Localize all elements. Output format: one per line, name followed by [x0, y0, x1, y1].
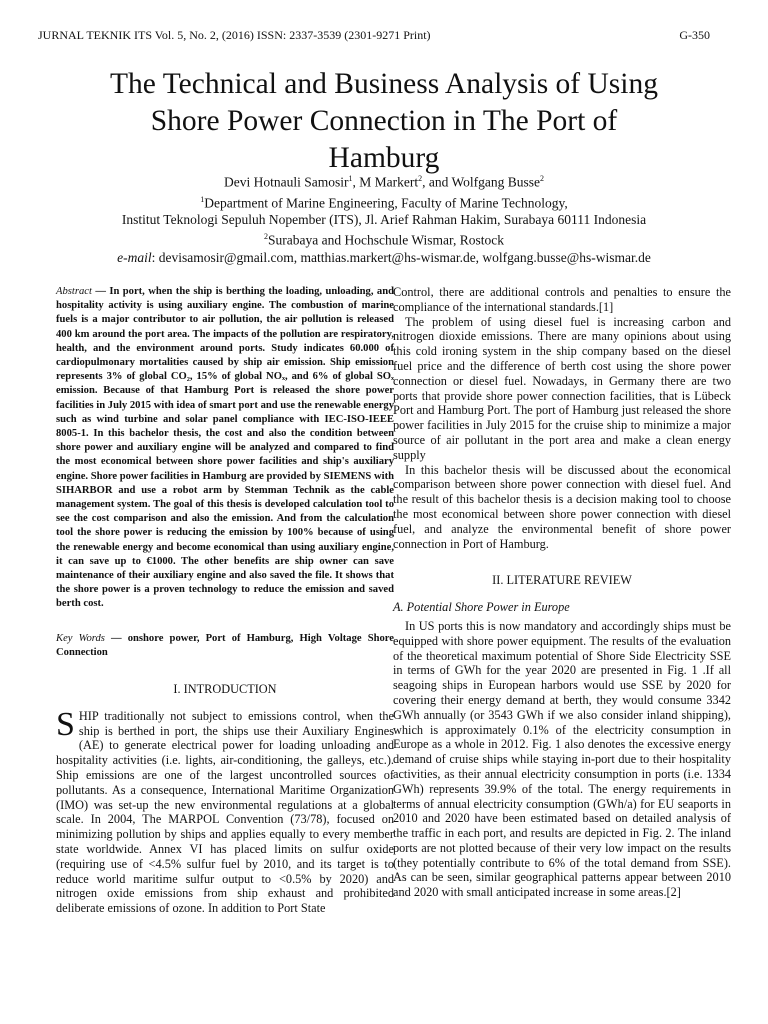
- body-paragraph: In US ports this is now mandatory and accordingly ships must be equipped with shore power equipment. The results of the evaluation of the theoretical maximum potential of Shore Side Electricity SSE in terms of GWh for the year 2020 are presented in Fig. 1 .If all seagoing ships in European harbors would use SSE by 2020 for covering their energy demand at berth, they would consume 3342 GWh annually (or 3543 GWh if we also consider inland shipping), which is approximately 0.1% of the electricity consumption in Europe as a whole in 2012. Fig. 1 also denotes the excessive energy demand of cruise ships while staying in-port due to their hospitality activities, as their annual electricity consumption in ports (i.e. 1334 GWh) represents 39.9% of the total. The energy requirements in terms of annual electricity consumption (GWh/a) for EU seaports in 2010 and 2020 have been estimated based on detailed analysis of the traffic in each port, and results are depicted in Fig. 2. The inland ports are not plotted because of their very low impact on the results (they potentially contribute to 6% of the total demand from SSE). As can be seen, similar geographical patterns appear between 2010 and 2020 with small anticipated increase in some areas.[2]: [393, 618, 731, 900]
- section-heading-literature-review: II. LITERATURE REVIEW: [492, 573, 632, 588]
- title-line: Shore Power Connection in The Port of: [150, 105, 618, 137]
- body-paragraph: In this bachelor thesis will be discussed about the economical comparison between shore power connection with diesel fuel. And the result of this bachelor thesis is a decision making tool to choose the most economical between shore power connection with diesel fuel, and analyze the environmental benefit of shore power connection in Port of Hamburg.: [393, 462, 731, 551]
- affiliation-line: [40, 211, 728, 228]
- body-paragraph: The problem of using diesel fuel is increasing carbon and nitrogen dioxide emissions. There are many opinions about using this cold ironing system in the ship company based on the diesel fuel price and the difference of berth cost using the shore power connection or diesel fuel. Nowadays, in Germany there are two ports that provide shore power connection facilities, that is Lübeck Port and Hamburg Port. The port of Hamburg just released the shore power facilities in July 2015 for the cruise ship to minimize a major source of air pollutant in the port area and make a clean energy supply: [393, 314, 731, 462]
- section-heading-introduction: I. INTRODUCTION: [173, 682, 277, 697]
- affiliation-text: Institut Teknologi Sepuluh Nopember (ITS), Jl. Arief Rahman Hakim, Surabaya 60111 Indonesia: [121, 212, 647, 227]
- abstract: [56, 285, 394, 612]
- page-number: G-350: [679, 28, 710, 42]
- drop-cap: S: [56, 705, 75, 743]
- left-column: [56, 285, 394, 916]
- affiliation-text: Department of Marine Engineering, Faculty of Marine Technology,: [204, 195, 568, 210]
- abstract-text: — In port, when the ship is berthing the loading, unloading, and hospitality activity is using auxiliary engine. The combustion of marine fuels is a major contributor to air pollution, the air pollution is released 400 km around the port area. The impacts of the pollution are respiratory, health, and the environment around ports. Study indicates 60.000 of cardiopulmonary mortalities caused by ship air emission. Ship emission represents 3% of global CO₂, 15% of global NOₓ, and 6% of global SOₓ emission. Because of that Hamburg Port is released the shore power facilities in July 2015 with idea of smart port and use the renewable energy such as wind turbine and solar panel compliance with IEC-ISO-IEEE 8005-1. In this bachelor thesis, the cost and also the condition between shore power and auxiliary engine will be analyzed and compared to find the most economical between shore power facilities and ship's auxiliary engine. Shore power facilities in Hamburg are provided by SIEMENS with SIHARBOR and use a robot arm by Stemman Technik as the cable management system. The goal of this thesis is developed calculation tool to see the cost comparison and also the emission. And from the calculation tool the shore power is reducing the emission by 100% because of using the renewable energy and become economical than using auxiliary engine, it can save up to €1000. The other benefits are ship owner can save maintenance of their auxiliary engine and also saved the file. It shows that the shore power is a proven technology to reduce the emission and saved berth cost.: [56, 286, 394, 610]
- keywords-text: — onshore power, Port of Hamburg, High Voltage Shore Connection: [56, 632, 394, 658]
- affiliation-line: [40, 228, 728, 249]
- paper-title: [60, 66, 708, 177]
- email-line: [40, 249, 728, 266]
- keywords: [56, 632, 394, 660]
- title-line: Hamburg: [328, 142, 440, 174]
- right-column: [393, 285, 731, 900]
- affiliation-sup: 1: [200, 194, 205, 204]
- email-addresses[interactable]: : devisamosir@gmail.com, matthias.markert@hs-wismar.de, wolfgang.busse@hs-wismar.de: [151, 249, 651, 265]
- author-sup: 2: [540, 174, 544, 183]
- author-block: [40, 170, 728, 266]
- email-label: e-mail: [117, 249, 152, 265]
- abstract-label: Abstract: [56, 286, 92, 297]
- author-line: [40, 170, 728, 191]
- author-name: , M Markert: [352, 174, 419, 190]
- author-sup: 1: [348, 174, 353, 183]
- affiliation-sup: 2: [264, 232, 268, 241]
- subsection-heading: A. Potential Shore Power in Europe: [393, 600, 570, 615]
- title-line: The Technical and Business Analysis of Using: [110, 68, 658, 100]
- intro-paragraph: [56, 705, 394, 916]
- author-name: , and Wolfgang Busse: [422, 174, 540, 190]
- affiliation-line: [40, 191, 728, 212]
- body-paragraph: Control, there are additional controls and penalties to ensure the compliance of the international standards.[1]: [393, 285, 731, 314]
- journal-info: JURNAL TEKNIK ITS Vol. 5, No. 2, (2016) ISSN: 2337-3539 (2301-9271 Print): [38, 28, 431, 42]
- author-sup: 2: [418, 174, 423, 183]
- intro-text: HIP traditionally not subject to emissions control, when the ship is berthed in port, the ships use their Auxiliary Engines (AE) to generate electrical power for loading unloading and hospitality activities (i.e. lights, air-conditioning, the galleys, etc.). Ship emissions are one of the largest uncontrolled sources of pollutants. As a consequence, International Maritime Organization (IMO) was set-up the new environmental regulations at a global scale. In 2004, The MARPOL Convention (73/78), focused on minimizing pollution by ships and applies equally to every member state worldwide. Annex VI has placed limits on sulfur oxide (requiring use of <4.5% sulfur fuel by 2010, and its target is to reduce world maritime sulfur output to <0.5% by 2020) and nitrogen oxide emissions from ship exhaust and prohibited deliberate emissions of ozone. In addition to Port State: [56, 708, 394, 916]
- author-name: Devi Hotnauli Samosir: [223, 174, 349, 190]
- keywords-label: Key Words: [56, 632, 105, 644]
- affiliation-text: Surabaya and Hochschule Wismar, Rostock: [268, 232, 504, 248]
- running-header: [38, 28, 710, 43]
